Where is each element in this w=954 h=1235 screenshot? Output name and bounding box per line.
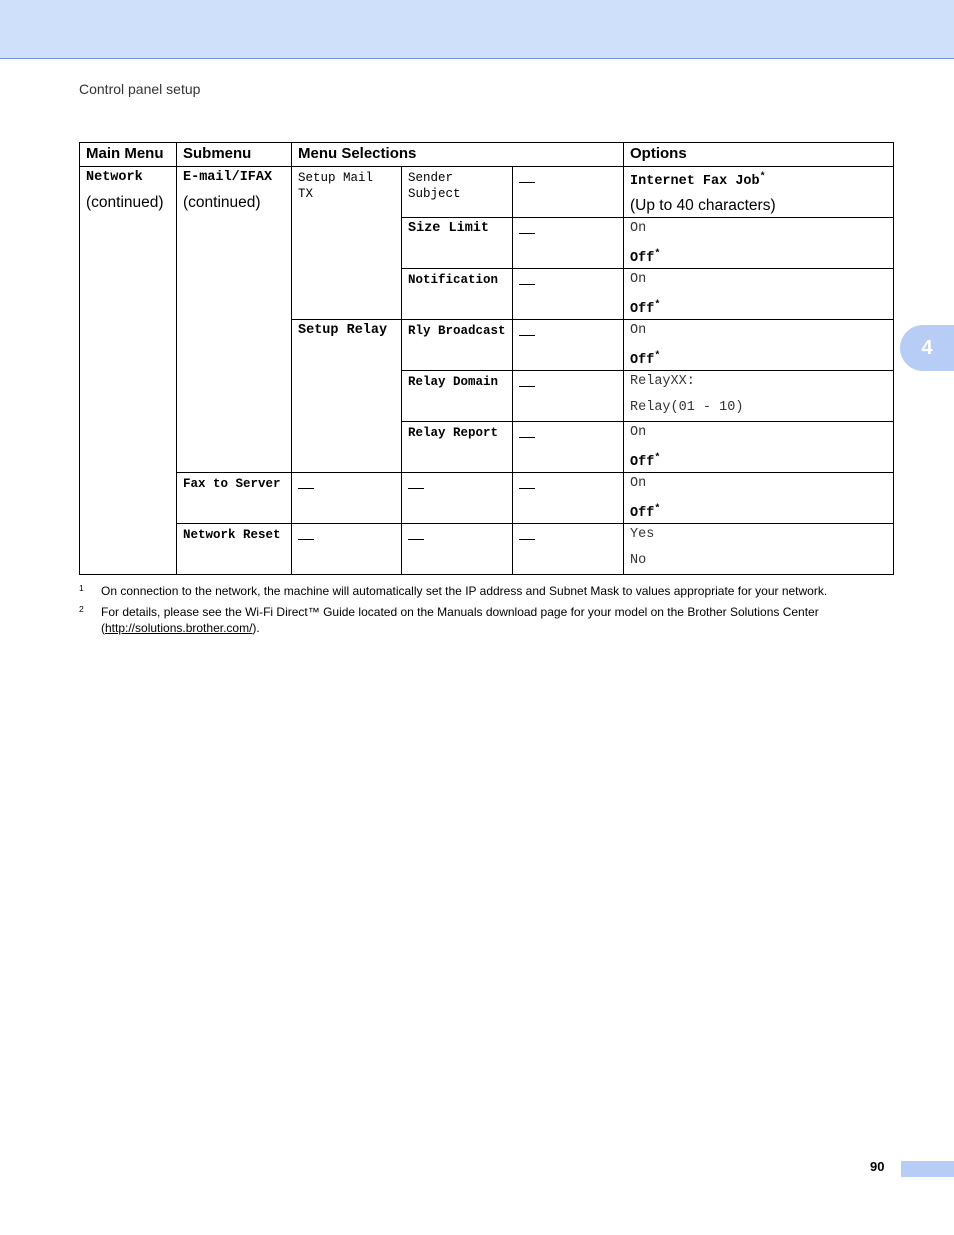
default-star: * (654, 453, 661, 464)
option-line-1: On (630, 425, 647, 440)
footnote (79, 583, 879, 599)
item-name: Relay Report (408, 426, 499, 440)
submenu-cell (177, 524, 292, 575)
dash (519, 182, 535, 183)
chapter-number: 4 (921, 336, 933, 359)
header-menu-selections: Menu Selections (292, 143, 624, 167)
option-line-2 (630, 451, 887, 471)
submenu-name: Network Reset (183, 528, 281, 542)
item-cell (402, 269, 513, 320)
dash (519, 488, 535, 489)
option-text: Off (630, 353, 655, 368)
dash (519, 539, 535, 540)
dash-cell (513, 524, 624, 575)
option-text: Off (630, 506, 655, 521)
options-cell (624, 269, 894, 320)
main-menu-cell (80, 167, 177, 575)
options-cell (624, 167, 894, 218)
group-name: Setup Relay (298, 323, 388, 338)
options-cell (624, 371, 894, 422)
option-line-1: On (630, 272, 647, 287)
option-line-1: On (630, 476, 647, 491)
header-main-menu: Main Menu (80, 143, 177, 167)
dash-cell (513, 422, 624, 473)
main-menu-note: (continued) (86, 194, 164, 211)
default-star: * (654, 351, 661, 362)
header-submenu: Submenu (177, 143, 292, 167)
dash-cell (292, 524, 402, 575)
option-line-2: Relay(01 - 10) (630, 400, 744, 415)
option-line-2: (Up to 40 characters) (630, 197, 776, 214)
dash-cell (513, 167, 624, 218)
dash (408, 488, 424, 489)
option-text: Off (630, 302, 655, 317)
footnote-text-end: ). (252, 621, 260, 635)
option-line-2 (630, 349, 887, 369)
group-name: Setup Mail TX (298, 171, 374, 201)
page-number: 90 (870, 1159, 885, 1174)
options-cell (624, 524, 894, 575)
table-header-row (80, 143, 894, 167)
footnote-text: For details, please see the Wi-Fi Direct™ Guide located on the Manuals download page for your model on the Brother Solutions Center ( (101, 605, 819, 635)
option-line-1 (630, 170, 887, 190)
default-star: * (654, 300, 661, 311)
item-cell (402, 218, 513, 269)
menu-table (79, 142, 894, 575)
default-star: * (654, 504, 661, 515)
footnote-number: 1 (79, 583, 84, 593)
item-name: Sender Subject (408, 171, 461, 201)
dash-cell (402, 473, 513, 524)
submenu-cell (177, 167, 292, 473)
submenu-note: (continued) (183, 194, 261, 211)
dash-cell (292, 473, 402, 524)
option-line-1: Yes (630, 527, 655, 542)
footnote-text: On connection to the network, the machine will automatically set the IP address and Subnet Mask to values appropriate for your network. (101, 584, 828, 598)
item-name: Rly Broadcast (408, 324, 506, 338)
option-line-1: On (630, 221, 647, 236)
submenu-name: E-mail/IFAX (183, 170, 273, 185)
header-band (0, 0, 954, 59)
dash (519, 386, 535, 387)
option-line-2: No (630, 553, 647, 568)
item-cell (402, 422, 513, 473)
table-row (80, 473, 894, 524)
main-menu-name: Network (86, 170, 143, 185)
dash (298, 488, 314, 489)
item-name: Notification (408, 273, 499, 287)
dash (519, 233, 535, 234)
chapter-tab (900, 325, 954, 371)
options-cell (624, 320, 894, 371)
option-line-2 (630, 247, 887, 267)
option-line-1: On (630, 323, 647, 338)
option-text: Internet Fax Job (630, 174, 760, 189)
submenu-name: Fax to Server (183, 477, 281, 491)
section-title: Control panel setup (79, 81, 201, 97)
options-cell (624, 218, 894, 269)
solutions-center-link[interactable]: http://solutions.brother.com/ (105, 621, 253, 635)
dash-cell (513, 218, 624, 269)
dash-cell (513, 320, 624, 371)
item-cell (402, 371, 513, 422)
item-cell (402, 167, 513, 218)
dash (298, 539, 314, 540)
default-star: * (759, 172, 766, 183)
item-cell (402, 320, 513, 371)
options-cell (624, 473, 894, 524)
page-number-band (901, 1161, 954, 1177)
option-line-2 (630, 502, 887, 522)
group-cell (292, 167, 402, 320)
header-options: Options (624, 143, 894, 167)
footnote (79, 604, 879, 636)
dash-cell (513, 473, 624, 524)
dash (519, 284, 535, 285)
group-cell (292, 320, 402, 473)
default-star: * (654, 249, 661, 260)
option-line-1: RelayXX: (630, 374, 695, 389)
dash-cell (513, 371, 624, 422)
table-row (80, 524, 894, 575)
dash (519, 437, 535, 438)
dash (519, 335, 535, 336)
submenu-cell (177, 473, 292, 524)
option-text: Off (630, 251, 655, 266)
options-cell (624, 422, 894, 473)
dash-cell (402, 524, 513, 575)
footnotes (79, 583, 879, 641)
dash-cell (513, 269, 624, 320)
item-name: Size Limit (408, 221, 490, 236)
footnote-number: 2 (79, 604, 84, 614)
option-text: Off (630, 455, 655, 470)
item-name: Relay Domain (408, 375, 499, 389)
dash (408, 539, 424, 540)
table-row (80, 167, 894, 218)
option-line-2 (630, 298, 887, 318)
